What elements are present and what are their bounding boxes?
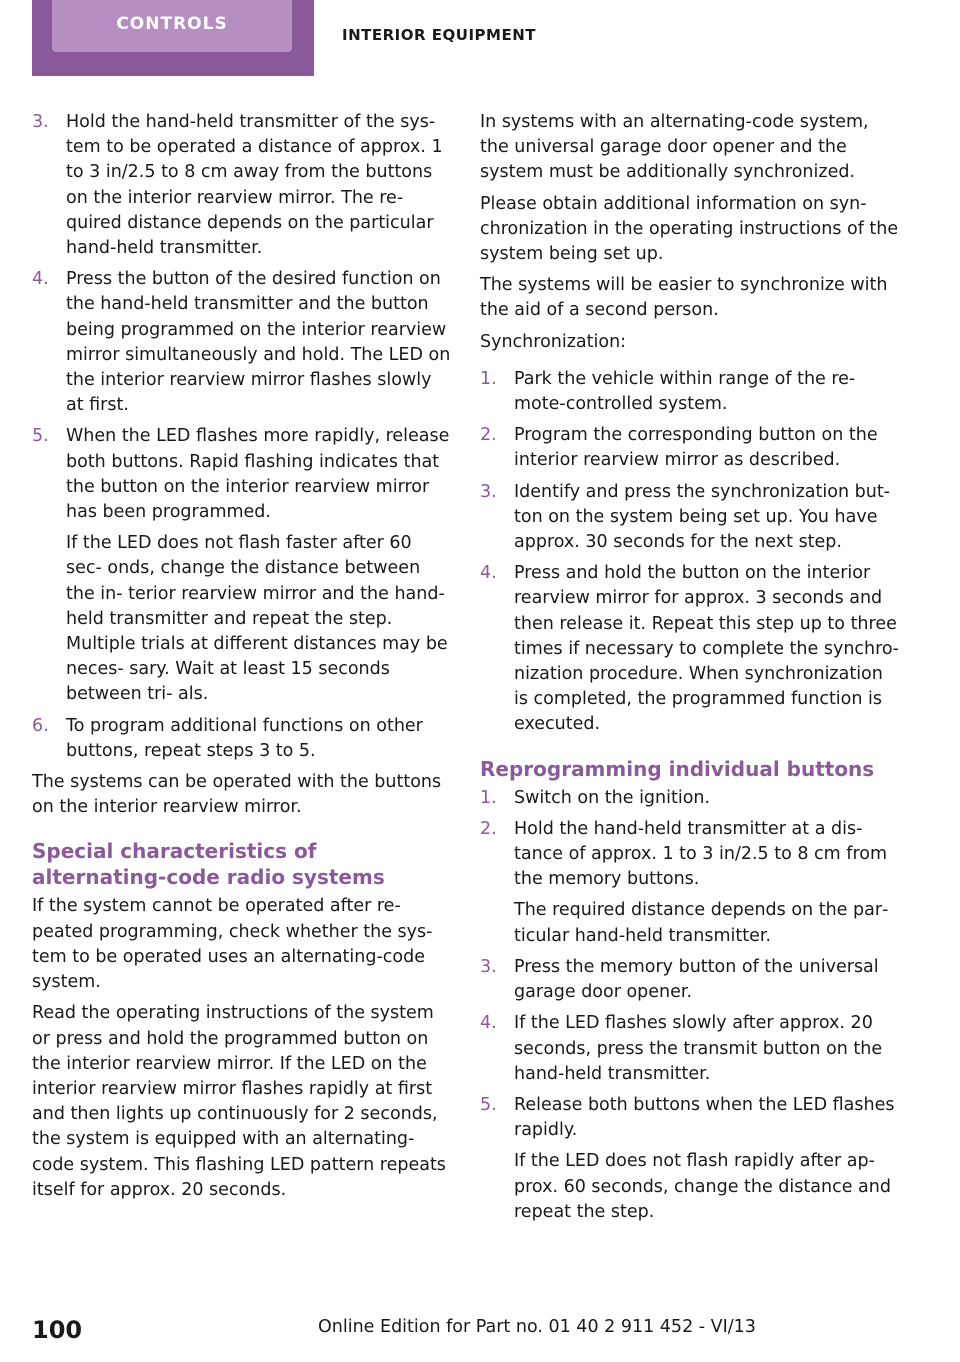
step-text: If the LED flashes slowly after approx. 20 seconds, press the transmit button on the hand-held transmitter. <box>514 1013 883 1084</box>
paragraph: Synchronization: <box>480 331 627 352</box>
list-item <box>480 786 900 811</box>
list-item <box>32 714 452 764</box>
paragraph: The systems will be easier to synchronize with the aid of a second person. <box>480 275 888 321</box>
list-item <box>480 955 900 1005</box>
step-text: Identify and press the synchronization but‐ ton on the system being set up. You have approx. 30 seconds for the next step. <box>514 481 890 553</box>
step-number: 2. <box>480 818 497 839</box>
paragraph: Read the operating instructions of the system or press and hold the programmed button on the interior rearview mirror. If the LED on the interior rearview mirror flashes rapidly at first and then lights up continuously for 2 seconds, the system is equipped with an alternating-code system. This flashing LED pattern repeats itself for approx. 20 seconds. <box>32 1003 446 1200</box>
step-text: Park the vehicle within range of the re‐ mote-controlled system. <box>514 368 856 415</box>
step-number: 3. <box>32 112 49 132</box>
step-number: 4. <box>480 563 497 584</box>
step-text: To program additional functions on other buttons, repeat steps 3 to 5. <box>66 715 423 761</box>
chapter-tab-label: CONTROLS <box>52 0 292 52</box>
step-text: Press the button of the desired function on the hand-held transmitter and the button being programmed on the interior rearview mirror simultaneously and hold. The LED on the interior rearview mirror flashes slowly at first. <box>66 269 451 416</box>
step-number: 3. <box>480 481 497 502</box>
step-text: Program the corresponding button on the interior rearview mirror as described. <box>514 425 878 471</box>
step-text: Press and hold the button on the interior rearview mirror for approx. 3 seconds and then release it. Repeat this step up to three times if necessary to complete the synchro‐ nization procedure. When synchronization is completed, the programmed function is executed. <box>514 563 899 735</box>
list-item <box>480 1011 900 1087</box>
list-item <box>480 480 900 556</box>
list-item <box>32 110 452 261</box>
step-note: The required distance depends on the par‐ ticular hand-held transmitter. <box>514 900 889 946</box>
paragraph: In systems with an alternating-code system, the universal garage door opener and the system must be additionally synchronized. <box>480 112 869 183</box>
section-title: INTERIOR EQUIPMENT <box>342 26 536 44</box>
list-item <box>480 1093 900 1225</box>
step-text: Hold the hand-held transmitter of the sys‐ tem to be operated a distance of approx. 1 to 3 in/2.5 to 8 cm away from the buttons on the interior rearview mirror. The re‐ quired distance depends on the particular hand-held transmitter. <box>66 112 443 259</box>
step-number: 4. <box>480 1013 497 1034</box>
step-text: Release both buttons when the LED flashes rapidly. <box>514 1094 895 1141</box>
step-number: 1. <box>480 368 497 389</box>
step-text: Hold the hand-held transmitter at a dis‐ tance of approx. 1 to 3 in/2.5 to 8 cm from the memory buttons. <box>514 818 888 890</box>
reprogramming-steps <box>480 786 900 1225</box>
paragraph: If the system cannot be operated after re‐ peated programming, check whether the sys‐ tem to be operated uses an alternating-code system. <box>32 896 433 993</box>
step-note: If the LED does not flash rapidly after ap‐ prox. 60 seconds, change the distance and repeat the step. <box>514 1151 891 1222</box>
edition-footer: Online Edition for Part no. 01 40 2 911 452 - VI/13 <box>318 1317 756 1337</box>
paragraph: The systems can be operated with the buttons on the interior rearview mirror. <box>32 772 442 818</box>
step-text: When the LED flashes more rapidly, release both buttons. Rapid flashing indicates that the button on the interior rearview mirror has been programmed. <box>66 426 450 523</box>
step-number: 4. <box>32 269 49 290</box>
section-heading: Reprogramming individual buttons <box>480 756 875 781</box>
right-column <box>480 110 900 1231</box>
step-number: 3. <box>480 956 497 977</box>
step-number: 5. <box>32 426 49 447</box>
list-item <box>480 561 900 737</box>
step-number: 2. <box>480 425 497 446</box>
step-note: If the LED does not flash faster after 60 sec‐ onds, change the distance between the in‐ terior rearview mirror and the hand-held transmitter and repeat the step. Multiple trials at different distances may be neces‐ sary. Wait at least 15 seconds between tri‐ als. <box>66 533 448 705</box>
step-number: 6. <box>32 715 49 736</box>
synchronization-steps <box>480 367 900 738</box>
programming-steps <box>32 110 452 764</box>
paragraph: Please obtain additional information on syn‐ chronization in the operating instructions of the system being set up. <box>480 193 899 265</box>
left-column <box>32 110 452 1209</box>
page-number: 100 <box>32 1316 83 1344</box>
chapter-tab <box>32 0 314 76</box>
list-item <box>480 817 900 949</box>
step-number: 5. <box>480 1094 497 1115</box>
section-heading: Special characteristics of alternating-code radio systems <box>32 839 385 890</box>
step-text: Switch on the ignition. <box>514 787 711 808</box>
list-item <box>32 424 452 707</box>
list-item <box>480 367 900 417</box>
list-item <box>480 423 900 473</box>
list-item <box>32 267 452 418</box>
step-number: 1. <box>480 787 497 808</box>
step-text: Press the memory button of the universal garage door opener. <box>514 956 879 1003</box>
